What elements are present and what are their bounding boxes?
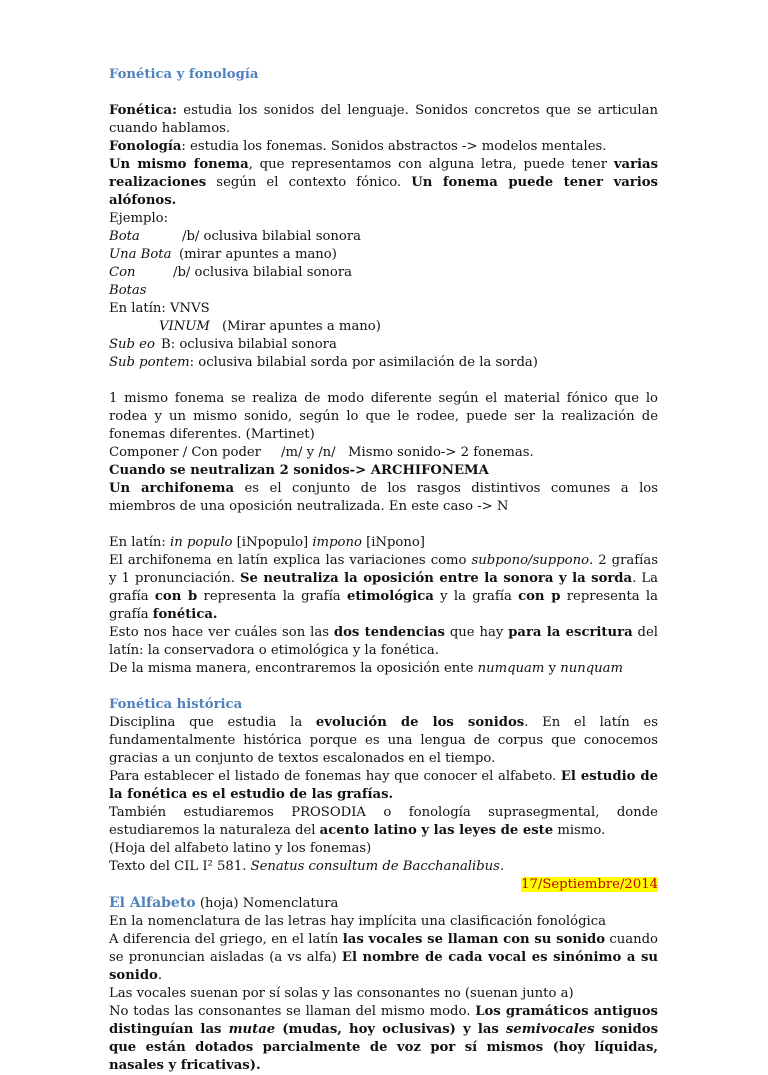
para-fonologia: Fonología: estudia los fonemas. Sonidos abstractos -> modelos mentales.: [109, 139, 607, 154]
ejemplo-label: Ejemplo:: [109, 211, 169, 226]
para-in-populo: En latín: in populo [iNpopulo] impono [iNpono]: [109, 535, 425, 550]
para-mismo-fonema: Un mismo fonema, que representamos con alguna letra, puede tener varias realizaciones según el contexto fónico. Un fonema puede tener varios alófonos.: [109, 157, 659, 208]
example-line: En latín: VNVS: [109, 301, 210, 316]
example-line: Bota /b/ oclusiva bilabial sonora: [109, 229, 362, 244]
date-line: [109, 876, 658, 894]
section-title-fonetica-fonologia: Fonética y fonología: [109, 67, 259, 82]
para-martinet: 1 mismo fonema se realiza de modo diferente según el material fónico que lo rodea y un mismo sonido, según lo que le rodee, puede ser la realización de fonemas diferentes. (Martinet): [109, 391, 658, 442]
para-nomenclatura: En la nomenclatura de las letras hay implícita una clasificación fonológica: [109, 914, 606, 929]
para-dos-tendencias: Esto nos hace ver cuáles son las dos tendencias que hay para la escritura del latín: la conservadora o etimológica y la fonética.: [109, 625, 658, 658]
para-griego: A diferencia del griego, en el latín las vocales se llaman con su sonido cuando se pronuncian aisladas (a vs alfa) El nombre de cada vocal es sinónimo a su sonido.: [109, 932, 658, 983]
para-disciplina: Disciplina que estudia la evolución de los sonidos. En el latín es fundamentalmente histórica porque es una lengua de corpus que conocemos gracias a un conjunto de textos escalonados en el tiempo.: [109, 715, 659, 766]
para-subpono: El archifonema en latín explica las variaciones como subpono/suppono. 2 grafías y 1 pronunciación. Se neutraliza la oposición entre la sonora y la sorda. La grafía con b representa la grafía etimológica y la grafía con p representa la grafía fonética.: [109, 553, 659, 622]
para-alfabeto: Para establecer el listado de fonemas hay que conocer el alfabeto. El estudio de la fonética es el estudio de las grafías.: [109, 769, 658, 802]
document-page: [109, 66, 658, 1075]
example-line: VINUM (Mirar apuntes a mano): [159, 319, 381, 334]
para-consonantes: No todas las consonantes se llaman del mismo modo. Los gramáticos antiguos distinguían las mutae (mudas, hoy oclusivas) y las semivocales sonidos que están dotados parcialmente de voz por sí mismos (hoy líquidas, nasales y fricativas).: [109, 1004, 658, 1073]
para-componer: Componer / Con poder /m/ y /n/ Mismo sonido-> 2 fonemas.: [109, 445, 534, 460]
para-neutralizan: Cuando se neutralizan 2 sonidos-> ARCHIFONEMA: [109, 463, 489, 478]
example-line: Una Bota (mirar apuntes a mano): [109, 247, 337, 262]
para-fonetica: Fonética: estudia los sonidos del lenguaje. Sonidos concretos que se articulan cuando hablamos.: [109, 103, 658, 136]
date-highlight: 17/Septiembre/2014: [521, 877, 658, 892]
para-vocales: Las vocales suenan por sí solas y las consonantes no (suenan junto a): [109, 986, 574, 1001]
para-archifonema: Un archifonema es el conjunto de los rasgos distintivos comunes a los miembros de una oposición neutralizada. En este caso -> N: [109, 481, 658, 514]
example-line: Sub pontem: oclusiva bilabial sorda por asimilación de la sorda): [109, 355, 538, 370]
para-prosodia: También estudiaremos PROSODIA o fonología suprasegmental, donde estudiaremos la naturaleza del acento latino y las leyes de este mismo.: [109, 805, 658, 838]
para-numquam: De la misma manera, encontraremos la oposición ente numquam y nunquam: [109, 661, 624, 676]
example-line: Con Botas /b/ oclusiva bilabial sonora: [109, 265, 353, 298]
para-cil: Texto del CIL I² 581. Senatus consultum de Bacchanalibus.: [109, 859, 505, 874]
section-title-fonetica-historica: Fonética histórica: [109, 697, 243, 712]
section-title-alfabeto: El Alfabeto (hoja) Nomenclatura: [109, 895, 339, 911]
example-line: Sub eo B: oclusiva bilabial sonora: [109, 337, 337, 352]
para-hoja: (Hoja del alfabeto latino y los fonemas): [109, 841, 372, 856]
